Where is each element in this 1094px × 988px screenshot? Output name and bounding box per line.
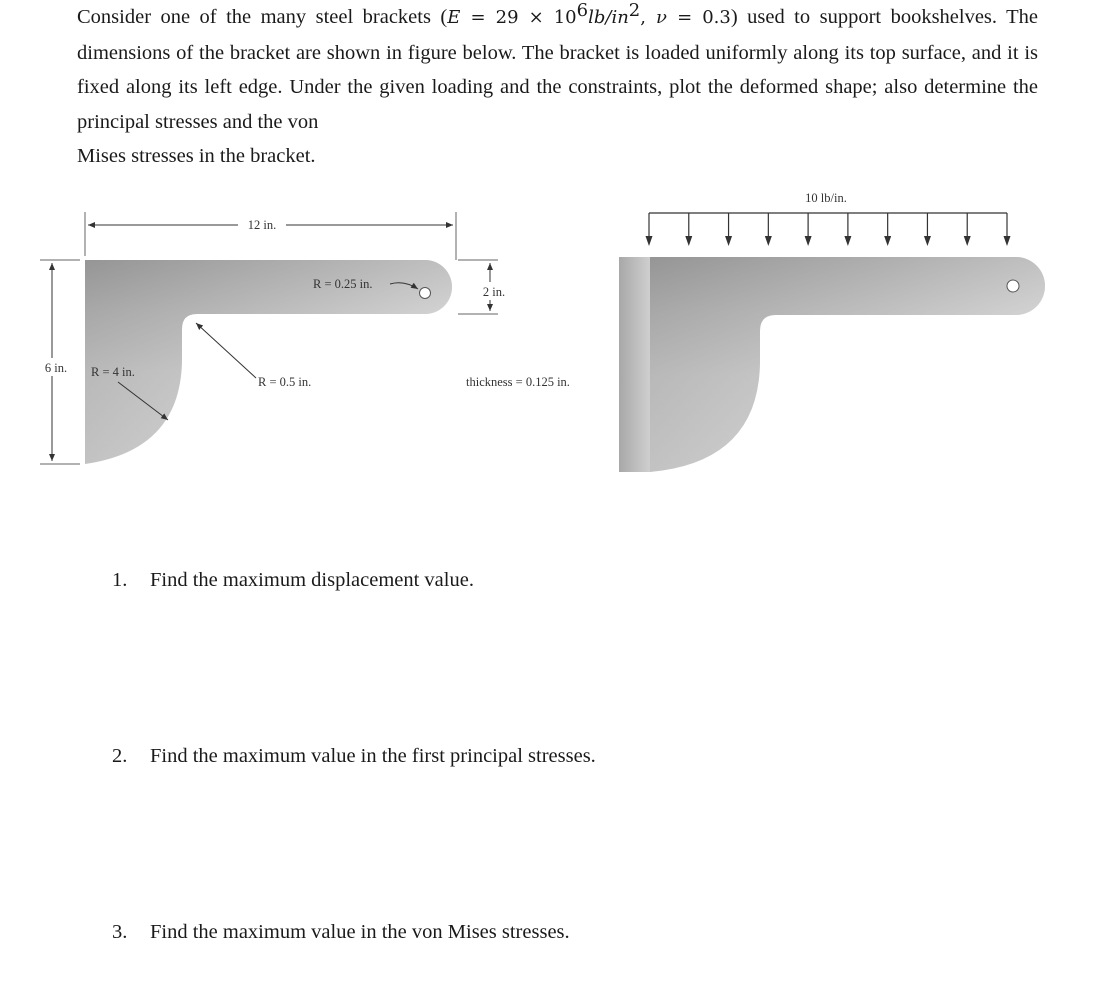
load-arrows xyxy=(646,213,1011,246)
poisson-value: = 0.3 xyxy=(667,7,731,28)
question-2-text: Find the maximum value in the first principal stresses. xyxy=(150,745,596,767)
load-arrow-head xyxy=(1004,236,1011,246)
question-3-text: Find the maximum value in the von Mises stresses. xyxy=(150,921,570,943)
question-2 xyxy=(112,745,596,768)
problem-text-rest: used to support bookshelves. The dimensions of the bracket are shown in figure below. The bracket is loaded uniformly along its top surface, and it is fixed along its left edge. Under the given loading and the constraints, plot the deformed shape; also determine the principal stresses and the von xyxy=(77,6,1039,133)
load-arrow-head xyxy=(884,236,891,246)
label-load: 10 lb/in. xyxy=(805,191,847,205)
dim-6in xyxy=(40,260,80,464)
dim-2in xyxy=(458,260,505,314)
bracket-left xyxy=(85,260,452,464)
load-arrow-head xyxy=(725,236,732,246)
problem-text-start: Consider one of the many steel brackets ( xyxy=(77,6,448,28)
poisson-symbol: ν xyxy=(656,7,667,28)
fixed-wall xyxy=(619,257,650,472)
modulus-unit: lb/in xyxy=(588,7,629,28)
math-comma: , xyxy=(640,7,657,28)
modulus-symbol: E xyxy=(447,7,461,28)
question-1 xyxy=(112,569,474,592)
load-arrow-head xyxy=(685,236,692,246)
label-r05: R = 0.5 in. xyxy=(258,375,312,389)
label-thickness: thickness = 0.125 in. xyxy=(466,375,570,389)
math-close-paren: ) xyxy=(730,6,738,28)
dim-12in xyxy=(85,212,456,260)
load-arrow-head xyxy=(805,236,812,246)
load-arrow-head xyxy=(964,236,971,246)
load-arrow-head xyxy=(924,236,931,246)
callout-r05 xyxy=(196,323,311,389)
label-r025: R = 0.25 in. xyxy=(313,277,373,291)
unit-exponent: 2 xyxy=(628,0,641,21)
problem-last-line: Mises stresses in the bracket. xyxy=(77,145,316,167)
distributed-load xyxy=(646,191,1011,246)
load-arrow-head xyxy=(844,236,851,246)
bracket-figure xyxy=(0,180,1094,480)
load-arrow-head xyxy=(646,236,653,246)
hole-right xyxy=(1007,280,1019,292)
modulus-value: = 29 × 10 xyxy=(460,7,577,28)
question-1-text: Find the maximum displacement value. xyxy=(150,569,474,591)
question-3 xyxy=(112,921,570,944)
problem-statement xyxy=(77,0,1038,174)
question-3-number: 3. xyxy=(112,921,128,943)
label-2in: 2 in. xyxy=(482,285,506,299)
hole-left xyxy=(420,288,431,299)
label-6in: 6 in. xyxy=(44,361,68,375)
modulus-exponent: 6 xyxy=(576,0,589,21)
bracket-right xyxy=(619,257,1045,472)
label-r4: R = 4 in. xyxy=(91,365,135,379)
question-1-number: 1. xyxy=(112,569,128,591)
load-arrow-head xyxy=(765,236,772,246)
question-2-number: 2. xyxy=(112,745,128,767)
label-12in: 12 in. xyxy=(247,218,277,232)
